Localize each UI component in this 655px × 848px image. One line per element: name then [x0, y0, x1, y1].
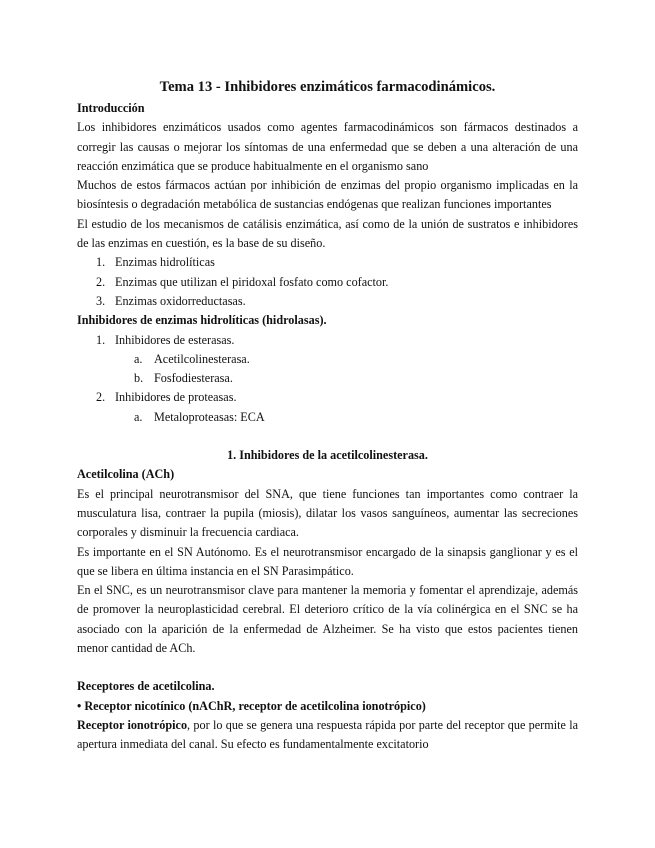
list-item — [77, 253, 578, 272]
intro-paragraph-3: El estudio de los mecanismos de catálisis enzimática, así como de la unión de sustratos e inhibidores de las enzimas en cuestión, es la base de su diseño. — [77, 216, 578, 251]
list-number: 3. — [96, 293, 106, 308]
list-letter: a. — [134, 351, 143, 366]
list-item-text: Inhibidores de esterasas. — [115, 332, 235, 347]
hydrolases-heading: Inhibidores de enzimas hidrolíticas (hidrolasas). — [77, 313, 327, 328]
list-number: 1. — [96, 255, 106, 270]
enzyme-types-list — [77, 253, 578, 311]
list-item-text: Fosfodiesterasa. — [154, 371, 233, 386]
list-number: 1. — [96, 332, 106, 347]
receptor-paragraph — [77, 716, 578, 755]
ach-paragraph-3: En el SNC, es un neurotransmisor clave para mantener la memoria y fomentar el aprendizaje, además de promover la neuroplasticidad cerebral. El deterioro crítico de la vía colinérgica en el SNC se ha asociado con la aparición de la enfermedad de Alzheimer. Se ha visto que estos pacientes tienen menor cantidad de ACh. — [77, 583, 578, 656]
sub-list-item — [77, 408, 578, 427]
sub-list-item — [77, 369, 578, 388]
intro-heading: Introducción — [77, 101, 145, 115]
list-letter: a. — [134, 409, 143, 424]
list-item — [77, 273, 578, 292]
page-title: Tema 13 - Inhibidores enzimáticos farmacodinámicos. — [159, 79, 496, 95]
list-number: 2. — [96, 390, 106, 405]
intro-paragraph-2: Muchos de estos fármacos actúan por inhibición de enzimas del propio organismo implicadas en la biosíntesis o degradación metabólica de sustancias endógenas que realizan funciones importantes — [77, 178, 578, 212]
ach-paragraph-1: Es el principal neurotransmisor del SNA, que tiene funciones tan importantes como contraer la musculatura lisa, contraer la pupila (miosis), dilatar los vasos sanguíneos, aumentar las secreciones corporales y disminuir la frecuencia cardiaca. — [77, 486, 578, 540]
hydrolases-list — [77, 331, 578, 427]
ach-paragraph-2: Es importante en el SN Autónomo. Es el neurotransmisor encargado de la sinapsis ganglionar y es el que se libera en última instancia en el SN Parasimpático. — [77, 544, 578, 578]
list-item — [77, 331, 578, 350]
list-item — [77, 292, 578, 311]
receptor-description: , por lo que se genera una respuesta rápida por parte del receptor que permite la apertura inmediata del canal. Su efecto es fundamentalmente excitatorio — [77, 717, 579, 752]
list-item-text: Inhibidores de proteasas. — [115, 390, 237, 405]
list-item-text: Metaloproteasas: ECA — [154, 409, 265, 424]
list-item-text: Enzimas que utilizan el piridoxal fosfato como cofactor. — [115, 274, 389, 289]
section-1-heading: 1. Inhibidores de la acetilcolinesterasa. — [227, 448, 428, 463]
list-item-text: Enzimas hidrolíticas — [115, 255, 215, 270]
intro-paragraph-1: Los inhibidores enzimáticos usados como agentes farmacodinámicos son fármacos destinados a corregir las causas o mejorar los síntomas de una enfermedad que se deben a una alteración de una reacción enzimática que se produce habitualmente en el organismo sano — [77, 120, 578, 173]
list-letter: b. — [134, 371, 144, 386]
list-item-text: Acetilcolinesterasa. — [154, 351, 250, 366]
nicotinic-receptor-bullet: • Receptor nicotínico (nAChR, receptor de acetilcolina ionotrópico) — [77, 698, 426, 713]
sub-list-item — [77, 350, 578, 369]
document-page — [77, 78, 578, 755]
receptor-term: Receptor ionotrópico — [77, 717, 188, 732]
list-item-text: Enzimas oxidorreductasas. — [115, 293, 246, 308]
list-number: 2. — [96, 274, 106, 289]
list-item — [77, 388, 578, 407]
acetylcholine-heading: Acetilcolina (ACh) — [77, 467, 175, 482]
receptors-heading: Receptores de acetilcolina. — [77, 679, 215, 694]
